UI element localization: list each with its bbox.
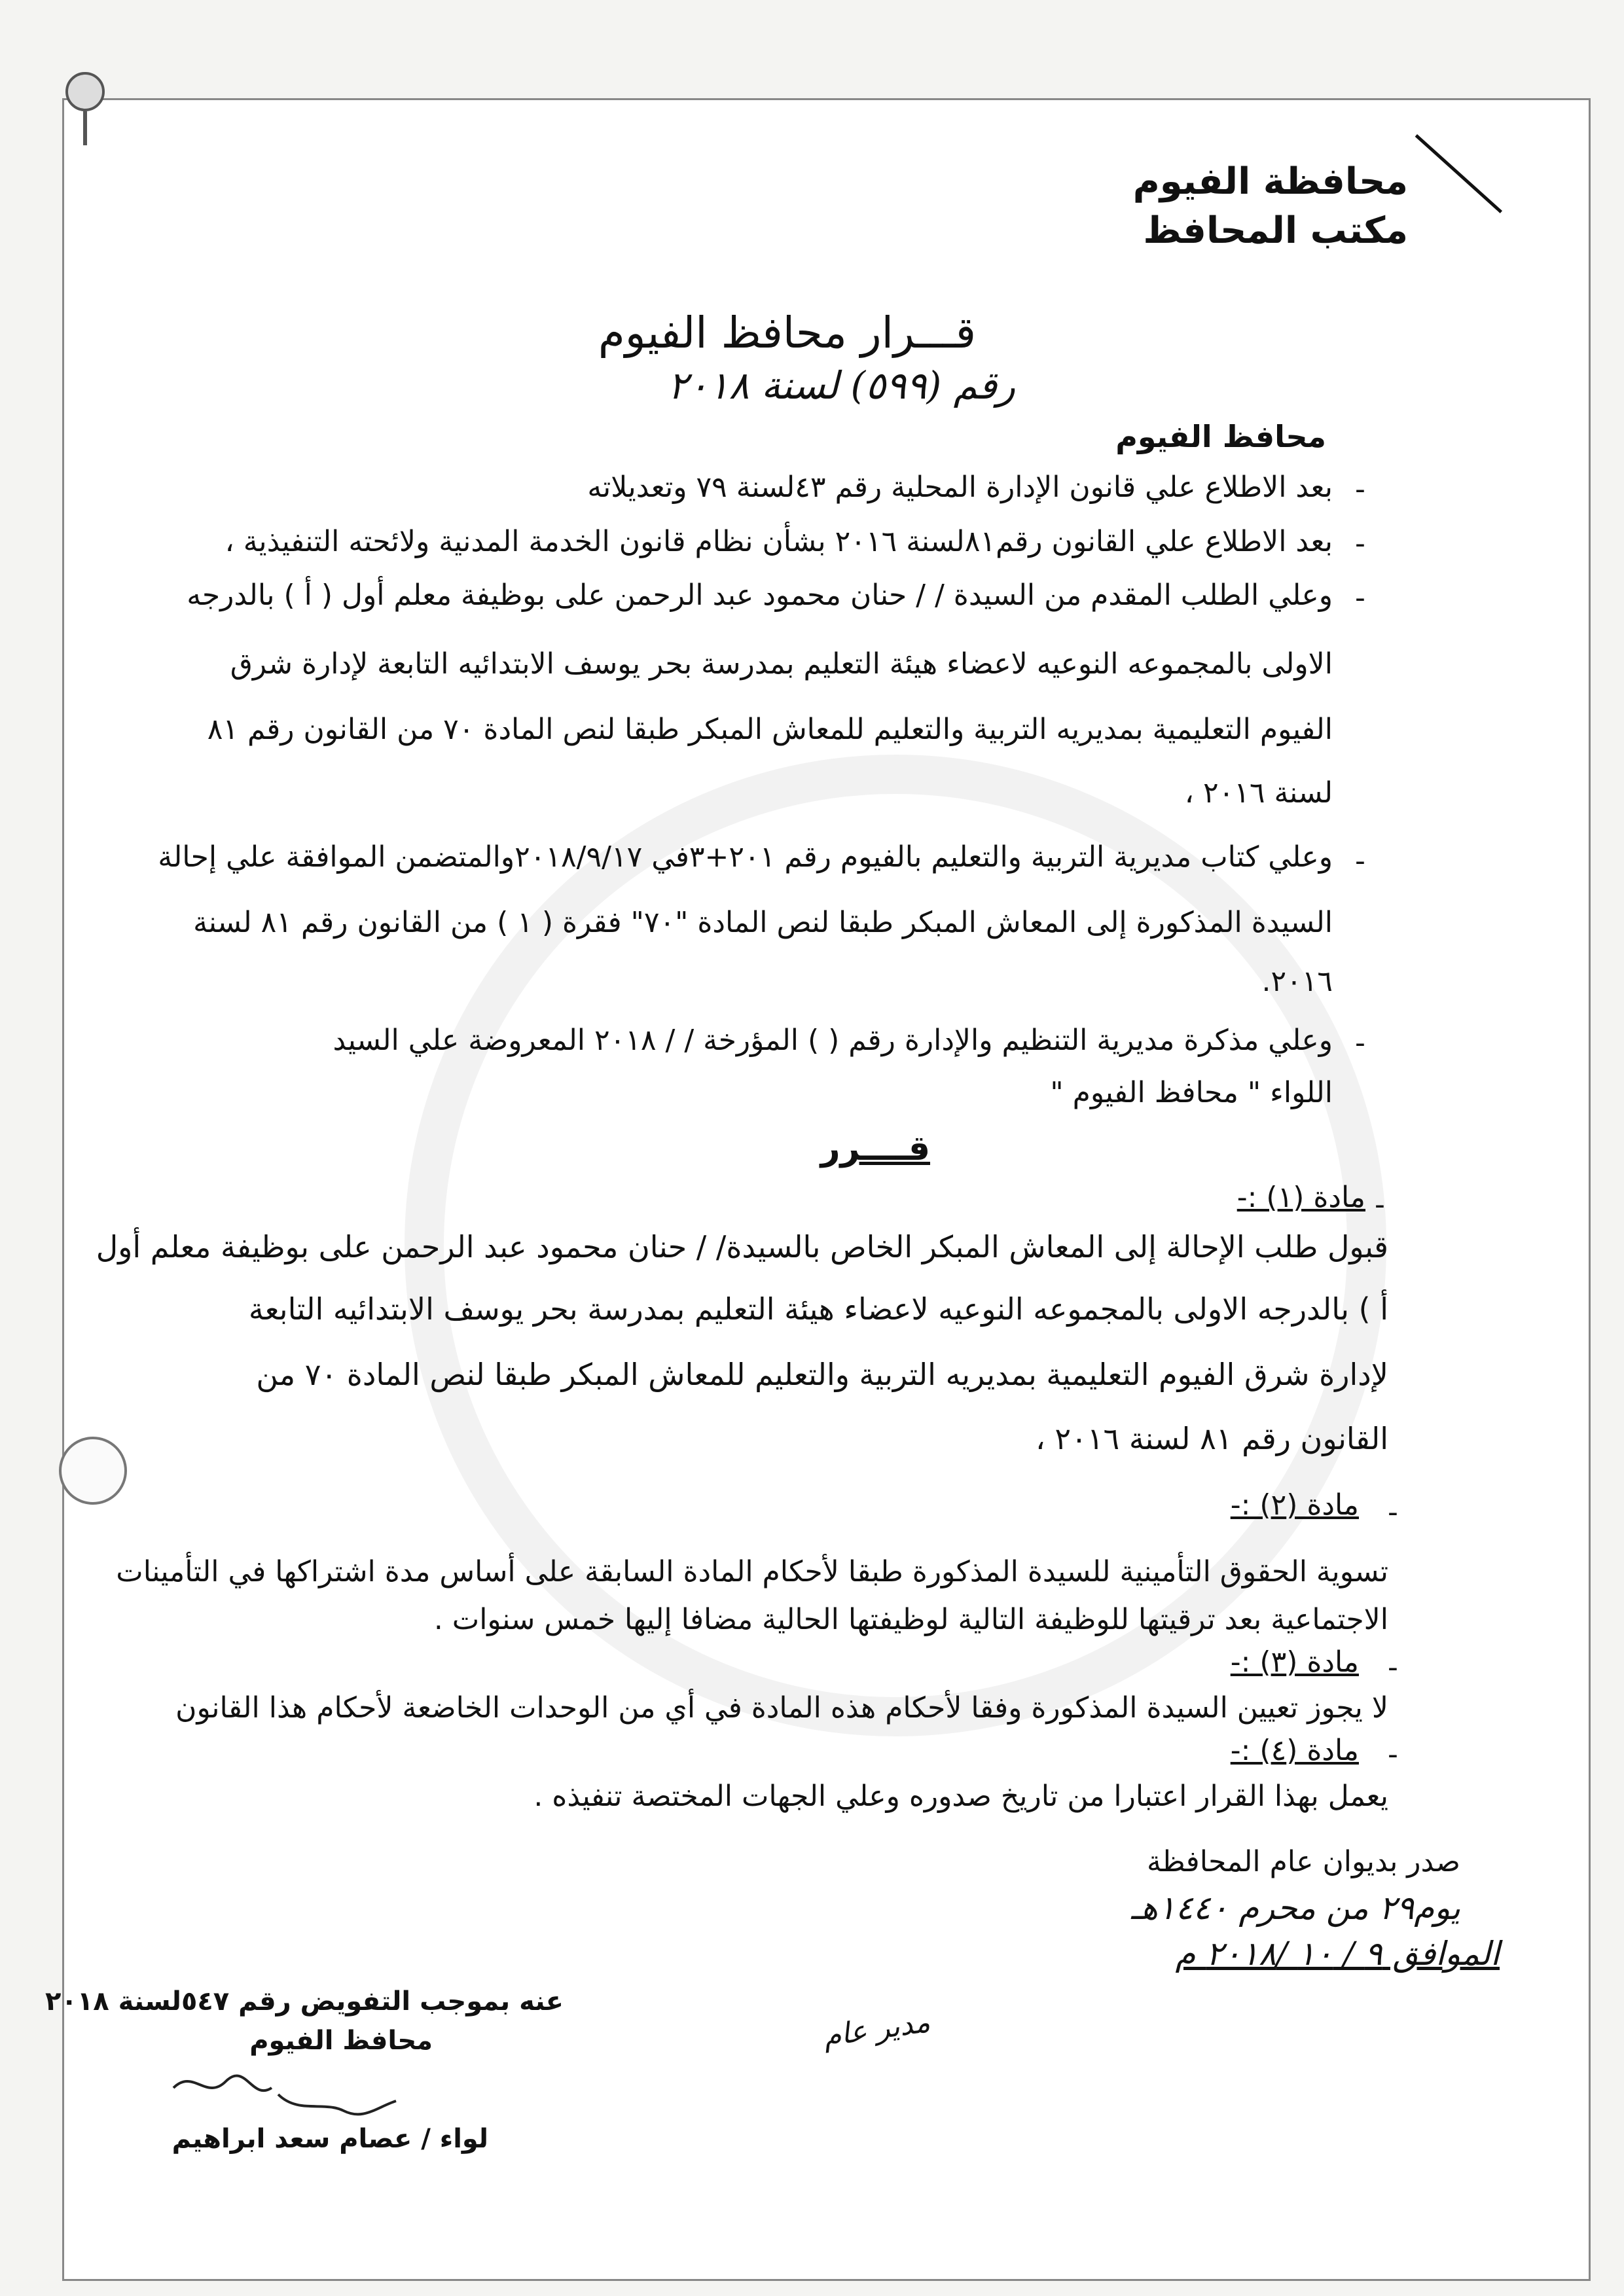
article-line: أ ) بالدرجه الاولى بالمجموعه النوعيه لاعضاء هيئة التعليم بمدرسة بحر يوسف الابتدائيه التابعة <box>248 1291 1388 1327</box>
punch-hole <box>59 1437 127 1505</box>
article-line: يعمل بهذا القرار اعتبارا من تاريخ صدوره وعلي الجهات المختصة تنفيذه . <box>533 1780 1388 1813</box>
article-line: تسوية الحقوق التأمينية للسيدة المذكورة طبقا لأحكام المادة السابقة على أساس مدة اشتراكها في التأمينات <box>116 1555 1388 1588</box>
pushpin-icon <box>65 72 105 144</box>
handwritten-note: مدير عام <box>821 2005 932 2054</box>
preamble-line: اللواء " محافظ الفيوم " <box>1050 1076 1333 1109</box>
preamble-line: الاولى بالمجموعه النوعيه لاعضاء هيئة التعليم بمدرسة بحر يوسف الابتدائيه التابعة لإدارة شرق <box>230 647 1333 681</box>
delegation-line: عنه بموجب التفويض رقم ٥٤٧لسنة ٢٠١٨ <box>45 1986 564 2017</box>
decree-number: رقم (٥٩٩) لسنة ٢٠١٨ <box>668 363 1015 408</box>
bullet-dash: - <box>1355 1026 1365 1060</box>
preamble-line: السيدة المذكورة إلى المعاش المبكر طبقا لنص المادة "٧٠" فقرة ( ١ ) من القانون رقم ٨١ لسنة <box>193 906 1333 939</box>
issuer-label: محافظ الفيوم <box>1115 419 1326 454</box>
bullet-dash: - <box>1388 1738 1398 1771</box>
article-heading: مادة (١) :- <box>1236 1181 1365 1214</box>
header-office: مكتب المحافظ <box>1143 209 1408 252</box>
article-line: الاجتماعية بعد ترقيتها للوظيفة التالية لوظيفتها الحالية مضافا إليها خمس سنوات . <box>433 1603 1388 1636</box>
preamble-line: بعد الاطلاع علي القانون رقم٨١لسنة ٢٠١٦ بشأن نظام قانون الخدمة المدنية ولائحته التنفيذية ، <box>225 525 1333 558</box>
preamble-line: ٢٠١٦. <box>1261 965 1333 998</box>
bullet-dash: - <box>1355 473 1365 506</box>
preamble-line: وعلي مذكرة مديرية التنظيم والإدارة رقم ( ) المؤرخة / / ٢٠١٨ المعروضة علي السيد <box>333 1024 1333 1057</box>
article-line: القانون رقم ٨١ لسنة ٢٠١٦ ، <box>1035 1421 1388 1456</box>
page-title: قـــرار محافظ الفيوم <box>598 308 976 358</box>
article-heading: مادة (٣) :- <box>1230 1645 1359 1679</box>
bullet-dash: - <box>1388 1496 1398 1529</box>
preamble-line: وعلي كتاب مديرية التربية والتعليم بالفيوم رقم ٢٠١+٣في ٢٠١٨/٩/١٧والمتضمن الموافقة علي إحالة <box>158 840 1333 874</box>
signature-scribble <box>167 2062 403 2134</box>
bullet-dash: - <box>1355 527 1365 560</box>
decision-heading: قــــرر <box>820 1129 930 1168</box>
article-line: لإدارة شرق الفيوم التعليمية بمديريه التربية والتعليم للمعاش المبكر طبقا لنص المادة ٧٠ من <box>256 1357 1388 1392</box>
preamble-line: وعلي الطلب المقدم من السيدة / / حنان محمود عبد الرحمن على بوظيفة معلم أول ( أ ) بالدرجه <box>187 579 1333 612</box>
bullet-dash: - <box>1375 1188 1385 1221</box>
article-line: لا يجوز تعيين السيدة المذكورة وفقا لأحكام هذه المادة في أي من الوحدات الخاضعة لأحكام هذا القانون <box>175 1691 1388 1725</box>
bullet-dash: - <box>1355 844 1365 878</box>
preamble-line: الفيوم التعليمية بمديريه التربية والتعليم للمعاش المبكر طبقا لنص المادة ٧٠ من القانون رقم ٨١ <box>207 713 1333 746</box>
article-line: قبول طلب الإحالة إلى المعاش المبكر الخاص بالسيدة/ / حنان محمود عبد الرحمن على بوظيفة معلم أول <box>96 1229 1388 1265</box>
issuance-place: صدر بديوان عام المحافظة <box>1146 1845 1460 1878</box>
issuance-hijri-date: يوم٢٩ من محرم ١٤٤٠هـ <box>1131 1889 1460 1927</box>
article-heading: مادة (٤) :- <box>1230 1734 1359 1767</box>
bullet-dash: - <box>1388 1651 1398 1684</box>
issuance-gregorian-date: الموافق ٩ / ١٠ /٢٠١٨ م <box>1175 1935 1500 1973</box>
bullet-dash: - <box>1355 581 1365 615</box>
preamble-line: بعد الاطلاع علي قانون الإدارة المحلية رقم ٤٣لسنة ٧٩ وتعديلاته <box>587 471 1333 504</box>
preamble-line: لسنة ٢٠١٦ ، <box>1184 776 1333 810</box>
signatory-name: لواء / عصام سعد ابراهيم <box>171 2124 488 2154</box>
article-heading: مادة (٢) :- <box>1230 1488 1359 1522</box>
signatory-title: محافظ الفيوم <box>249 2026 433 2056</box>
header-governorate: محافظة الفيوم <box>1132 160 1408 203</box>
